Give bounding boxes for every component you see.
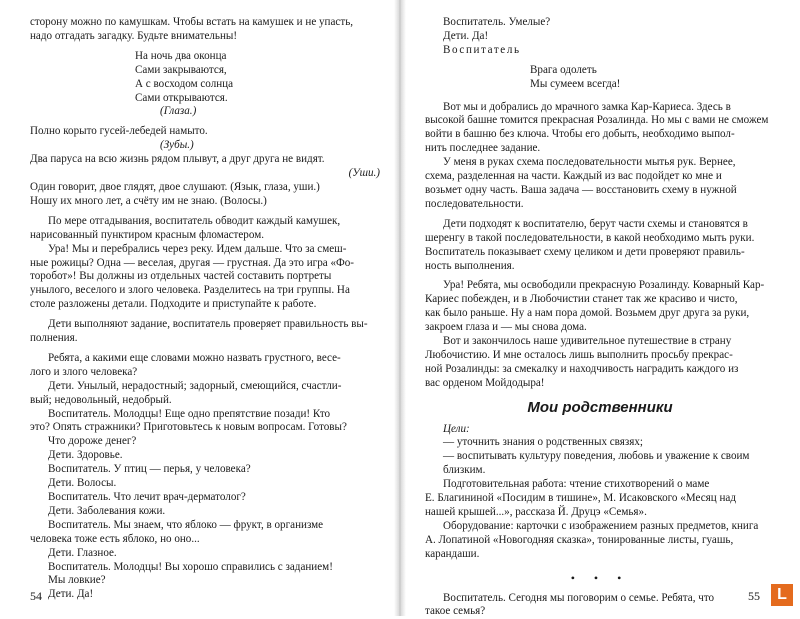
text-line: карандаши. — [425, 547, 480, 560]
text-line: столе разложены детали. Подходите и приступайте к работе. — [30, 298, 317, 311]
text-line: возьмет одну часть. Ваша задача — восстановить схему в нужной — [425, 183, 737, 196]
text-line: Сами открываются. — [135, 91, 228, 104]
text-line: Оборудование: карточки с изображением разных предметов, книга — [443, 519, 759, 532]
text-line: Воспитатель. Умелые? — [443, 16, 551, 28]
text-line: Воспитатель. У птиц — перья, у человека? — [48, 463, 251, 476]
text-line: войти в башню без ключа. Чтобы его добыть, необходимо выпол- — [425, 128, 735, 141]
text-line: лого и злого человека? — [30, 365, 138, 378]
text-line: Дети выполняют задание, воспитатель проверяет правильность вы- — [48, 318, 368, 331]
text-line: закроем глаза и — мы снова дома. — [425, 321, 587, 334]
book-spine — [394, 0, 406, 616]
text-line: Воспитатель. Молодцы! Еще одно препятствие позади! Кто — [48, 407, 331, 420]
text-line: надо отгадать загадку. Будьте внимательны! — [30, 29, 238, 42]
text-line: А с восходом солнца — [135, 77, 234, 90]
text-line: Дети. Волосы. — [48, 477, 117, 490]
text-line: нить последнее задание. — [425, 142, 541, 155]
text-line: Мы ловкие? — [48, 574, 106, 587]
text-line: Сами закрываются, — [135, 63, 227, 76]
text-line: Дети. Глазное. — [48, 546, 117, 559]
page-number-right: 55 — [748, 589, 760, 603]
text-line: вас орденом Мойдодыра! — [425, 376, 545, 389]
text-line: Ура! Ребята, мы освободили прекрасную Розалинду. Коварный Кар- — [443, 279, 765, 292]
text-line: Е. Благининой «Посидим в тишине», М. Исаковского «Месяц над — [425, 492, 736, 505]
text-line: Цели: — [443, 422, 470, 435]
section-title: Мои родственники — [527, 398, 673, 416]
text-line: — воспитывать культуру поведения, любовь и уважение к своим — [443, 450, 750, 463]
text-line: вый; недовольный, недобрый. — [30, 393, 172, 406]
text-line: По мере отгадывания, воспитатель обводит каждый камушек, — [48, 214, 341, 227]
text-line: унылого, веселого и злого человека. Разделитесь на три группы. На — [30, 284, 350, 297]
text-line: полнения. — [30, 332, 78, 345]
text-line: — уточнить знания о родственных связях; — [443, 436, 643, 449]
text-line: близким. — [443, 464, 486, 477]
text-line: Дети. Здоровье. — [48, 449, 123, 462]
closing-dialogue — [425, 592, 775, 619]
right-page-paragraphs — [425, 16, 775, 391]
text-line: Дети. Заболевания кожи. — [48, 504, 166, 517]
text-line: На ночь два оконца — [135, 49, 227, 62]
text-line: торобот»! Вы должны из отдельных частей составить портреты — [30, 270, 332, 283]
text-line: Дети. Да! — [443, 29, 489, 42]
text-line: как было раньше. Ну а нам пора домой. Возьмем друг друга за руки, — [425, 307, 750, 320]
text-line: Полно корыто гусей-лебедей намыто. — [30, 125, 208, 138]
text-line: Вот и закончилось наше удивительное путешествие в страну — [443, 335, 732, 348]
text-line: Ношу их много лет, а счёту им не знаю. (Волосы.) — [30, 194, 267, 207]
text-line: У меня в руках схема последовательности мытья рук. Вернее, — [443, 156, 736, 169]
text-line: ные рожицы? Одна — веселая, другая — грустная. Да это игра «Фо- — [30, 256, 354, 269]
text-line: Воспитатель — [443, 43, 521, 56]
text-line: Воспитатель показывает схему целиком и дети проверяют правиль- — [425, 245, 745, 258]
separator: • • • — [570, 570, 630, 585]
text-line: сторону можно по камушкам. Чтобы встать на камушек и не упасть, — [30, 16, 354, 28]
text-line: Два паруса на всю жизнь рядом плывут, а друг друга не видят. — [30, 153, 325, 166]
text-line: ной Розалинды: за смекалку и находчивость наградить каждого из — [425, 362, 739, 375]
lesson-goals — [425, 423, 775, 562]
text-line: последовательности. — [425, 197, 524, 210]
right-page-text — [425, 16, 775, 619]
page-number-left: 54 — [30, 589, 42, 603]
text-line: схема, разделенная на части. Каждый из вас подойдет ко мне и — [425, 170, 722, 183]
text-line: Воспитатель. Молодцы! Вы хорошо справились с заданием! — [48, 560, 333, 573]
text-line: Подготовительная работа: чтение стихотворений о маме — [443, 478, 710, 491]
text-line: Врага одолеть — [530, 63, 597, 76]
text-line: высокой башне томится прекрасная Розалинда. Но мы с вами не сможем — [425, 114, 769, 127]
text-line: (Зубы.) — [160, 139, 194, 152]
text-line: (Уши.) — [348, 167, 380, 180]
text-line: шеренгу в такой последовательности, в какой необходимо мыть руки. — [425, 231, 755, 244]
text-line: (Глаза.) — [160, 105, 197, 118]
left-page-text — [30, 16, 380, 602]
text-line: Дети подходят к воспитателю, берут части схемы и становятся в — [443, 217, 748, 230]
text-line: ность выполнения. — [425, 259, 515, 272]
text-line: Воспитатель. Что лечит врач-дерматолог? — [48, 491, 246, 503]
text-line: Воспитатель. Сегодня мы поговорим о семье. Ребята, что — [443, 591, 715, 604]
text-line: Кариес побежден, и в Любочистии станет так же красиво и чисто, — [425, 293, 738, 306]
text-line: Воспитатель. Мы знаем, что яблоко — фрукт, в организме — [48, 518, 324, 531]
text-line: Что дороже денег? — [48, 435, 137, 448]
text-line: Дети. Да! — [48, 588, 94, 601]
text-line: Ура! Мы и перебрались через реку. Идем дальше. Что за смеш- — [48, 242, 347, 255]
text-line: А. Лопатиной «Новогодняя сказка», тонированные листы, гуашь, — [425, 533, 734, 546]
text-line: это? Опять стражники? Приготовьтесь к новым вопросам. Готовы? — [30, 421, 347, 434]
text-line: Один говорит, двое глядят, двое слушают. (Язык, глаза, уши.) — [30, 180, 320, 193]
text-line: такое семья? — [425, 605, 486, 618]
text-line: Дети. Унылый, нерадостный; задорный, смеющийся, счастли- — [48, 379, 342, 392]
text-line: Мы сумеем всегда! — [530, 77, 621, 90]
text-line: нашей крышей...», рассказа Й. Друцэ «Семья». — [425, 506, 647, 518]
text-line: Любочистию. И мне осталось лишь выполнить просьбу прекрас- — [425, 348, 733, 361]
text-line: нарисованный пунктиром красным фломастером. — [30, 228, 264, 241]
text-line: Вот мы и добрались до мрачного замка Кар-Кариеса. Здесь в — [443, 100, 731, 113]
text-line: Ребята, а какими еще словами можно назвать грустного, весе- — [48, 351, 341, 364]
publisher-logo-icon: L — [771, 584, 793, 606]
text-line: человека тоже есть яблоко, но оно... — [30, 532, 200, 545]
